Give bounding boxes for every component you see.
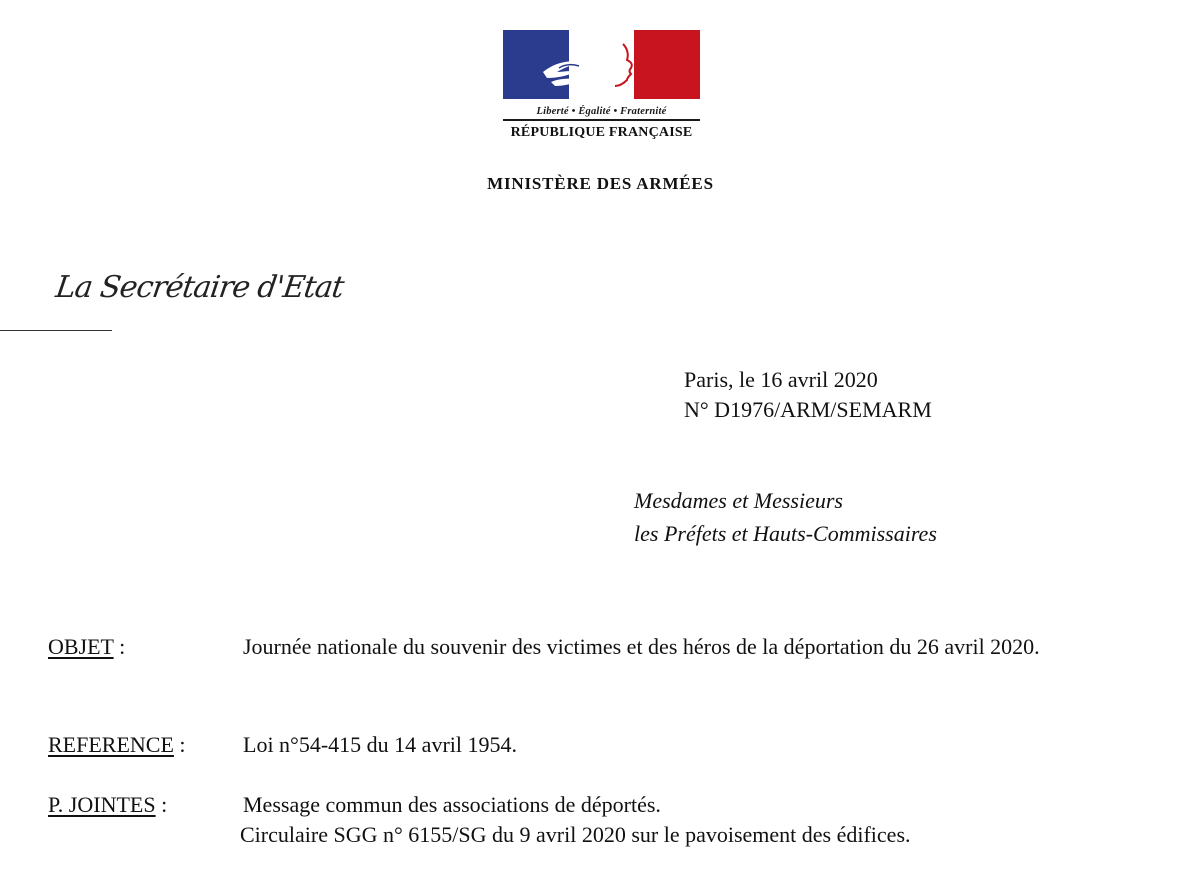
objet-separator: : bbox=[113, 634, 126, 659]
pieces-jointes-label-text: P. JOINTES bbox=[48, 792, 156, 817]
objet-label-text: OBJET bbox=[48, 634, 114, 659]
motto: Liberté • Égalité • Fraternité bbox=[536, 106, 667, 117]
pieces-jointes-line-2: Circulaire SGG n° 6155/SG du 9 avril 2020 sur le pavoisement des édifices. bbox=[240, 822, 911, 847]
objet-value: Journée nationale du souvenir des victimes et des héros de la déportation du 26 avril 2020. bbox=[243, 634, 1040, 659]
reference-number: N° D1976/ARM/SEMARM bbox=[684, 397, 932, 422]
recipients-line-1: Mesdames et Messieurs bbox=[634, 488, 843, 513]
republic-name: RÉPUBLIQUE FRANÇAISE bbox=[510, 125, 693, 140]
pieces-jointes-line-1: Message commun des associations de déportés. bbox=[243, 792, 661, 817]
recipients bbox=[634, 484, 937, 550]
reference-separator: : bbox=[173, 732, 186, 757]
ministry-title: MINISTÈRE DES ARMÉES bbox=[487, 174, 714, 193]
marianne-flag-icon bbox=[503, 30, 700, 99]
reference-value: Loi n°54-415 du 14 avril 1954. bbox=[243, 732, 517, 757]
motto-divider bbox=[503, 119, 700, 121]
republique-francaise-logo bbox=[503, 30, 700, 141]
recipients-line-2: les Préfets et Hauts-Commissaires bbox=[634, 521, 937, 546]
reference-label-text: REFERENCE bbox=[48, 732, 174, 757]
pieces-jointes-value bbox=[240, 790, 1143, 850]
place-date: Paris, le 16 avril 2020 bbox=[684, 367, 878, 392]
sender-title: La Secrétaire d'Etat bbox=[53, 270, 346, 305]
reference-label bbox=[48, 730, 186, 760]
sender-divider bbox=[0, 330, 112, 331]
dateline bbox=[684, 365, 932, 425]
pieces-jointes-label bbox=[48, 790, 167, 820]
pieces-jointes-separator: : bbox=[155, 792, 168, 817]
objet-label bbox=[48, 632, 125, 662]
